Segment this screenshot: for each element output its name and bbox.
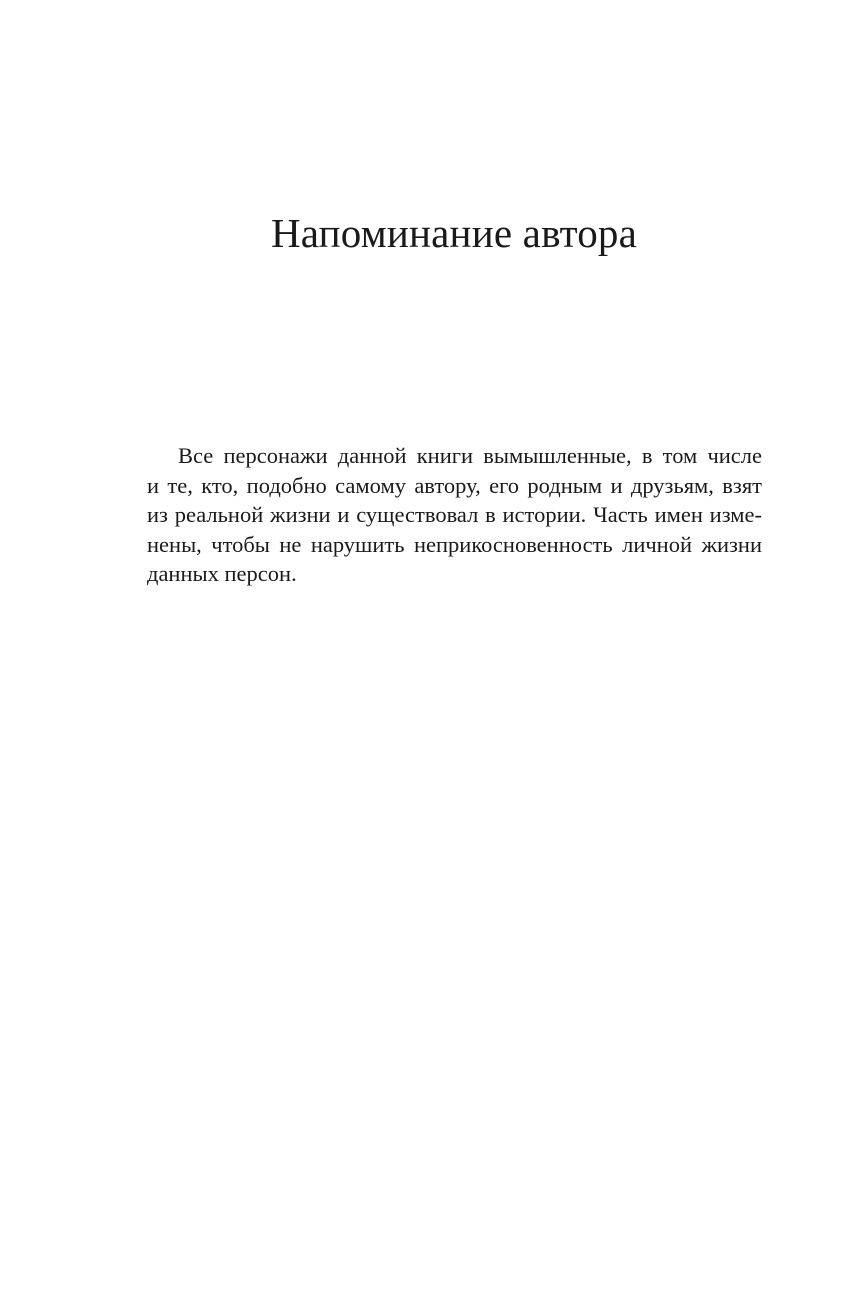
- page-title: Напоминание автора: [271, 210, 637, 256]
- paragraph-line-3: из реальной жизни и существовал в истории. Часть имен изме-: [147, 502, 762, 527]
- author-note-paragraph: [147, 441, 762, 589]
- paragraph-line-4: нены, чтобы не нарушить неприкосновенность личной жизни: [147, 531, 762, 557]
- paragraph-line-2: и те, кто, подобно самому автору, его родным и друзьям, взят: [147, 472, 762, 498]
- paragraph-line-1: Все персонажи данной книги вымышленные, в том числе: [178, 443, 762, 468]
- paragraph-line-5: данных персон.: [147, 561, 297, 586]
